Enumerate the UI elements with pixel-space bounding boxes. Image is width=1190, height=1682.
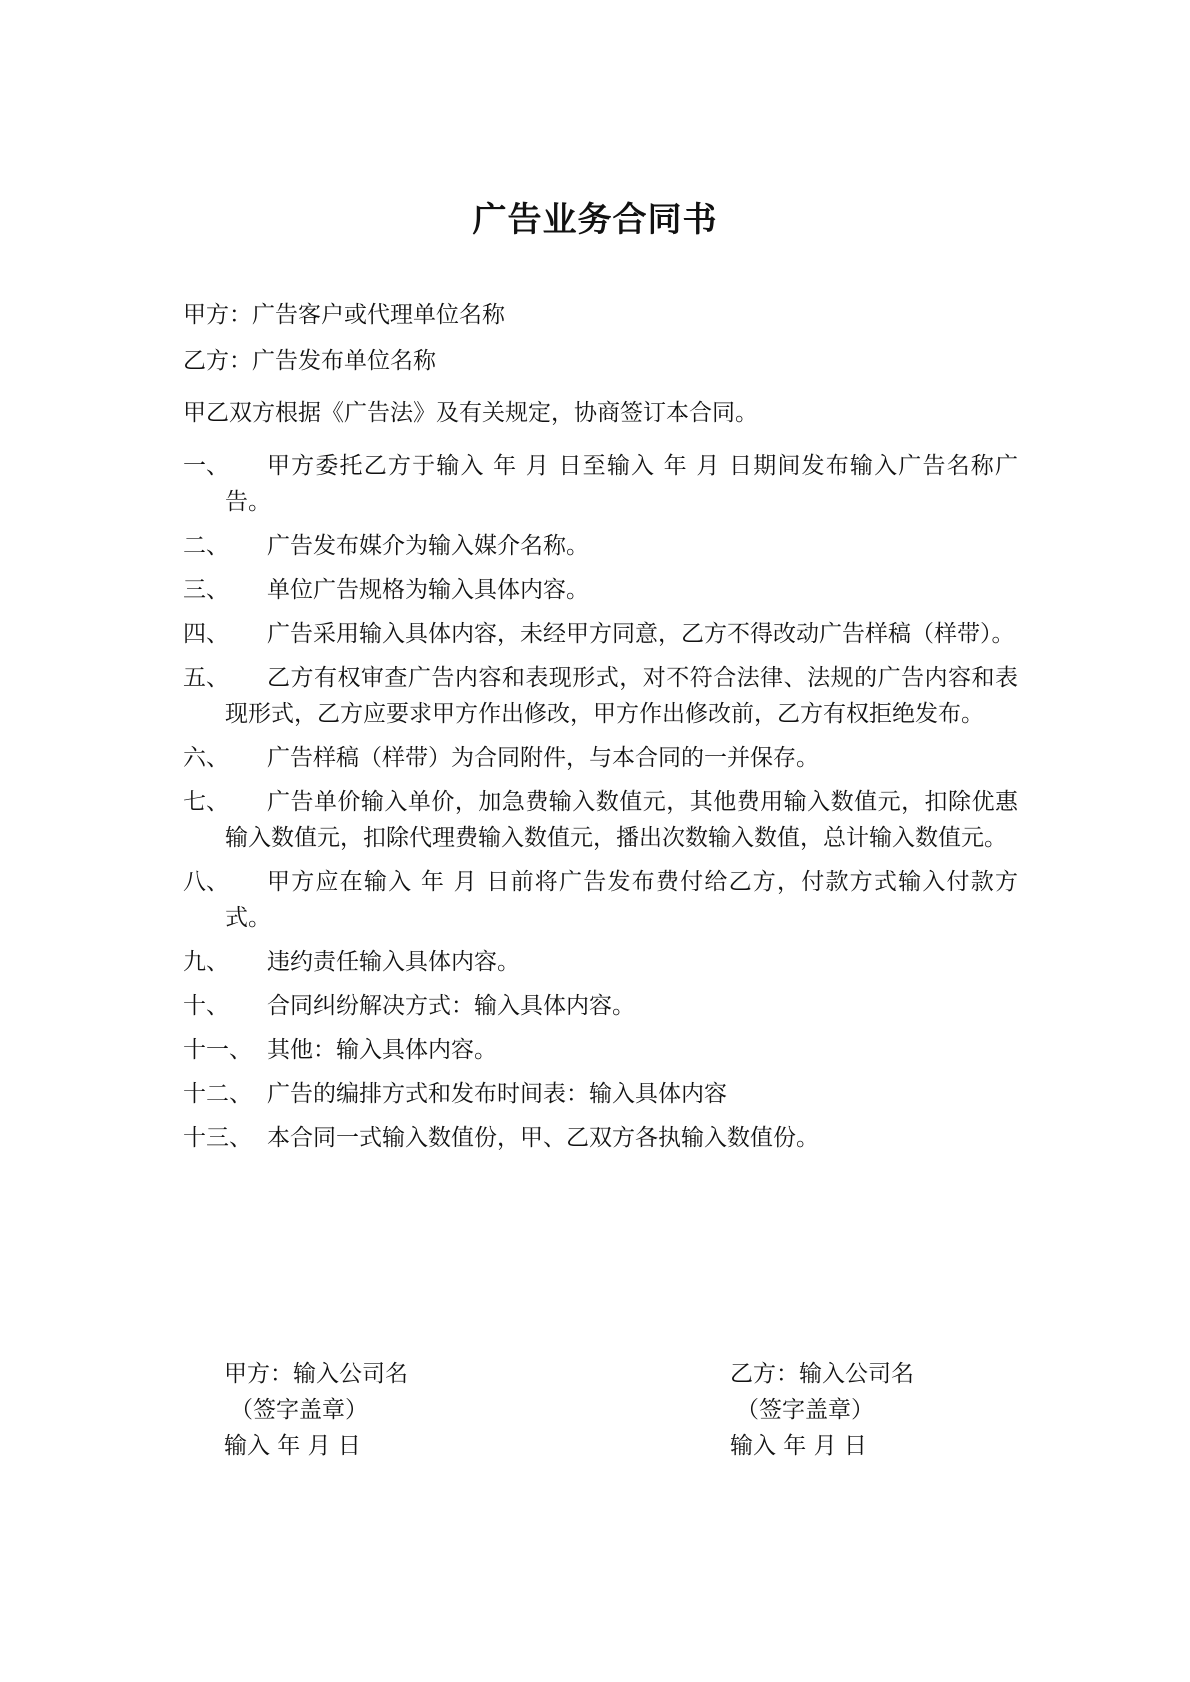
clause-7 bbox=[183, 784, 1018, 856]
party-a-date: 输入 年 月 日 bbox=[224, 1433, 361, 1459]
clause-text: 广告的编排方式和发布时间表：输入具体内容 bbox=[267, 1081, 727, 1107]
clause-8 bbox=[183, 864, 1018, 936]
clause-5 bbox=[183, 660, 1018, 732]
clause-text: 本合同一式输入数值份，甲、乙双方各执输入数值份。 bbox=[267, 1125, 819, 1151]
party-a-signature-block bbox=[224, 1356, 408, 1464]
clause-number: 三、 bbox=[183, 577, 229, 603]
clause-number: 七、 bbox=[183, 789, 229, 815]
clause-2 bbox=[183, 528, 1018, 564]
party-b-signature-block bbox=[730, 1356, 914, 1464]
clause-1 bbox=[183, 448, 1018, 520]
clause-text: 广告样稿（样带）为合同附件，与本合同的一并保存。 bbox=[267, 745, 819, 771]
clause-text: 广告发布媒介为输入媒介名称。 bbox=[267, 533, 589, 559]
clause-number: 二、 bbox=[183, 533, 229, 559]
preamble: 甲乙双方根据《广告法》及有关规定，协商签订本合同。 bbox=[183, 400, 758, 426]
clause-text: 广告采用输入具体内容，未经甲方同意，乙方不得改动广告样稿（样带）。 bbox=[267, 621, 1015, 647]
clause-number: 十一、 bbox=[183, 1037, 252, 1063]
party-b-seal: （签字盖章） bbox=[736, 1397, 874, 1423]
clause-12 bbox=[183, 1076, 1018, 1112]
party-b-date: 输入 年 月 日 bbox=[730, 1433, 867, 1459]
party-b-company: 乙方：输入公司名 bbox=[730, 1361, 914, 1387]
clause-text: 合同纠纷解决方式：输入具体内容。 bbox=[267, 993, 635, 1019]
clause-4 bbox=[183, 616, 1018, 652]
clause-text: 广告单价输入单价，加急费输入数值元，其他费用输入数值元，扣除优惠输入数值元，扣除代理费输入数值元，播出次数输入数值，总计输入数值元。 bbox=[225, 789, 1018, 851]
party-a-seal: （签字盖章） bbox=[230, 1397, 368, 1423]
party-a-line: 甲方：广告客户或代理单位名称 bbox=[183, 302, 505, 328]
clause-number: 十三、 bbox=[183, 1125, 252, 1151]
clause-3 bbox=[183, 572, 1018, 608]
clause-9 bbox=[183, 944, 1018, 980]
document-title: 广告业务合同书 bbox=[472, 200, 718, 240]
clause-number: 一、 bbox=[183, 453, 229, 479]
clause-text: 甲方应在输入 年 月 日前将广告发布费付给乙方，付款方式输入付款方式。 bbox=[225, 869, 1018, 931]
party-a-company: 甲方：输入公司名 bbox=[224, 1361, 408, 1387]
clause-text: 乙方有权审查广告内容和表现形式，对不符合法律、法规的广告内容和表现形式，乙方应要求甲方作出修改，甲方作出修改前，乙方有权拒绝发布。 bbox=[225, 665, 1018, 727]
clause-text: 单位广告规格为输入具体内容。 bbox=[267, 577, 589, 603]
clause-number: 五、 bbox=[183, 665, 229, 691]
clause-text: 甲方委托乙方于输入 年 月 日至输入 年 月 日期间发布输入广告名称广告。 bbox=[225, 453, 1018, 515]
clause-number: 八、 bbox=[183, 869, 229, 895]
clause-10 bbox=[183, 988, 1018, 1024]
clause-6 bbox=[183, 740, 1018, 776]
party-b-line: 乙方：广告发布单位名称 bbox=[183, 348, 436, 374]
clause-text: 其他：输入具体内容。 bbox=[267, 1037, 497, 1063]
clause-number: 四、 bbox=[183, 621, 229, 647]
clause-text: 违约责任输入具体内容。 bbox=[267, 949, 520, 975]
clause-13 bbox=[183, 1120, 1018, 1156]
clause-number: 十二、 bbox=[183, 1081, 252, 1107]
clause-number: 六、 bbox=[183, 745, 229, 771]
clause-number: 九、 bbox=[183, 949, 229, 975]
clause-list bbox=[183, 448, 1018, 1164]
clause-11 bbox=[183, 1032, 1018, 1068]
clause-number: 十、 bbox=[183, 993, 229, 1019]
